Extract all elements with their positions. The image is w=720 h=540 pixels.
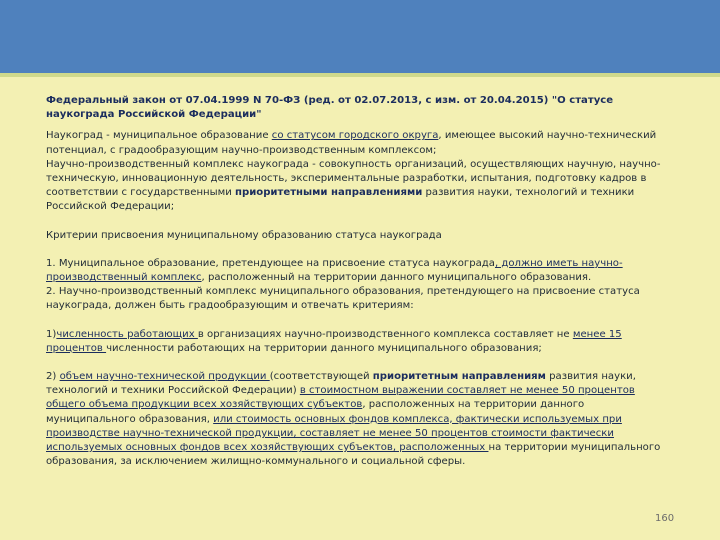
criteria-heading: Критерии присвоения муниципальному образованию статуса наукограда	[46, 229, 442, 241]
criteria-item-2: 2. Научно-производственный комплекс муниципального образования, претендующего на присвоение статуса наукограда, должен быть градообразующим и отвечать критериям:	[46, 286, 640, 312]
criteria-item-1-text: 1. Муниципальное образование, претендующее на присвоение статуса наукограда	[46, 257, 495, 269]
page-number: 160	[655, 513, 675, 524]
criterion-output	[46, 370, 672, 469]
criterion-workforce-text: в организациях научно-производственного комплекса составляет не	[197, 328, 573, 340]
slide-content	[46, 94, 672, 469]
definition-complex-text: Научно-производственный комплекс наукограда - совокупность организаций, осуществляющих научную, научно-техническую, инновационную деятельность, экспериментальные разработки, испытания, подготовку кадров в соответствии с государственными	[46, 158, 661, 199]
header-divider	[0, 73, 720, 77]
definition-naukograd-text: Наукоград - муниципальное образование	[46, 130, 272, 142]
criterion-workforce-number: 1)	[46, 328, 57, 340]
criterion-output-threshold: в стоимостном выражении составляет не менее 50 процентов общего объема продукции всех хозяйствующих субъектов	[46, 385, 635, 411]
definition-naukograd-underlined: со статусом городского округа	[271, 130, 439, 142]
criterion-output-text: (соответствующей	[269, 371, 373, 383]
criteria-item-1-rest: , расположенный на территории данного муниципального образования.	[201, 272, 592, 284]
criterion-output-text-3: , расположенных на территории данного муниципального образования,	[46, 399, 585, 425]
criterion-output-rest: на территории муниципального образования, за исключением жилищно-коммунального и социальной сферы.	[46, 442, 661, 468]
slide-title: Федеральный закон от 07.04.1999 N 70-ФЗ (ред. от 02.07.2013, с изм. от 20.04.2015) "О статусе наукограда Российской Федерации"	[46, 95, 614, 121]
criteria-item-1-underlined: , должно иметь научно-производственный комплекс	[46, 257, 623, 284]
definition-naukograd	[46, 129, 672, 157]
criterion-workforce-threshold: менее 15 процентов	[46, 328, 622, 354]
criterion-workforce-rest: численности работающих на территории данного муниципального образования;	[106, 342, 542, 354]
definition-complex-bold: приоритетными направлениями	[235, 187, 423, 199]
definition-naukograd-rest: , имеющее высокий научно-технический потенциал, с градообразующим научно-производственным комплексом;	[46, 130, 657, 156]
criterion-output-underlined: объем научно-технической продукции	[59, 371, 270, 383]
criterion-output-text-2: развития науки, технологий и техники Российской Федерации)	[46, 371, 636, 397]
criterion-output-bold: приоритетным направлениям	[372, 371, 546, 383]
criterion-output-assets: или стоимость основных фондов комплекса, фактически используемых при производстве научно-технической продукции, составляет не менее 50 процентов стоимости фактически используемых основных фондов всех хозяйствующих субъектов, расположенных	[46, 413, 622, 454]
criteria-item-1	[46, 257, 672, 285]
definition-complex	[46, 158, 672, 215]
criterion-workforce-underlined: численность работающих	[56, 328, 198, 340]
criterion-output-number: 2)	[46, 371, 60, 383]
definition-complex-rest: развития науки, технологий и техники Российской Федерации;	[46, 187, 635, 213]
header-band	[0, 0, 720, 73]
criterion-workforce	[46, 328, 672, 356]
